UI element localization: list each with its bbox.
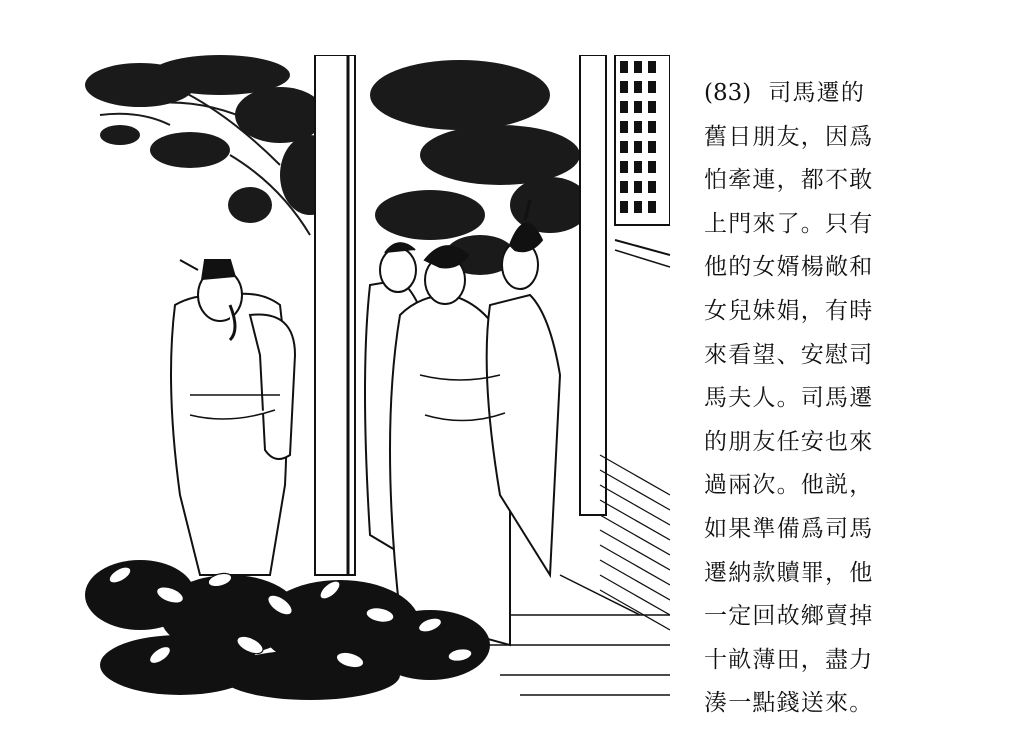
- caption-line-12: 遷納款贖罪，他: [704, 559, 874, 586]
- caption-line-15: 湊一點錢送來。: [704, 690, 874, 717]
- ink-illustration: [80, 55, 670, 700]
- caption-line-13: 一定回故鄉賣掉: [704, 603, 874, 630]
- scholar-figure: [171, 260, 295, 575]
- pillar-right: [580, 55, 606, 515]
- caption-line-14: 十畝薄田，盡力: [704, 646, 874, 673]
- caption-line-10: 過兩次。他説，: [704, 472, 874, 499]
- caption-line-4: 上門來了。只有: [704, 210, 874, 237]
- caption-line-1-text: 司馬遷的: [768, 80, 866, 106]
- caption-line-5: 他的女婿楊敞和: [704, 254, 874, 281]
- illustration-drawing: [80, 55, 670, 700]
- caption-line-11: 如果準備爲司馬: [704, 515, 874, 542]
- caption-text: [704, 72, 1004, 726]
- caption-line-8: 馬夫人。司馬遷: [704, 385, 874, 412]
- caption-line-6: 女兒妹娟，有時: [704, 297, 874, 324]
- panel-number: (83): [704, 80, 752, 106]
- caption-line-2: 舊日朋友，因爲: [704, 123, 874, 150]
- caption-line-1: [704, 72, 1004, 116]
- caption-line-9: 的朋友任安也來: [704, 428, 874, 455]
- caption-line-7: 來看望、安慰司: [704, 341, 874, 368]
- caption-line-3: 怕牽連，都不敢: [704, 167, 874, 194]
